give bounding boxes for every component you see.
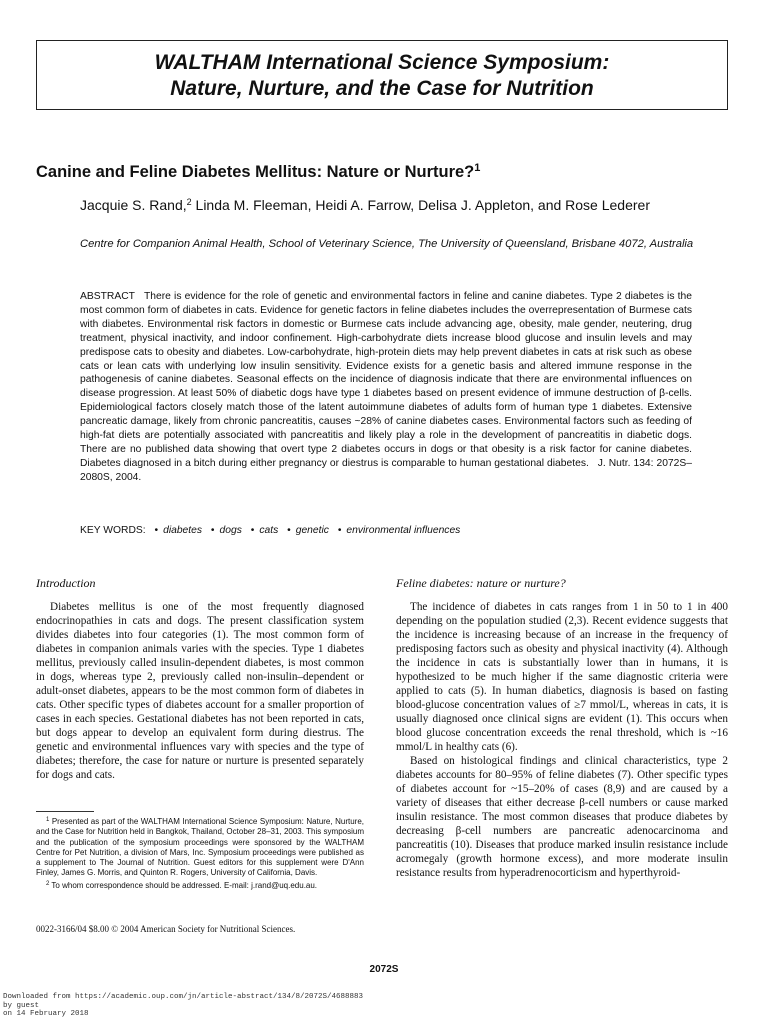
download-line-2: by guest: [3, 1001, 40, 1010]
author-list: [80, 192, 700, 215]
download-line-1: Downloaded from https://academic.oup.com/jn/article-abstract/134/8/2072S/4688883: [3, 993, 364, 1001]
footnote-2-text: To whom correspondence should be addressed. E-mail: j.rand@uq.edu.au.: [51, 880, 318, 890]
affiliation: Centre for Companion Animal Health, School of Veterinary Science, The University of Queensland, Brisbane 4072, Australia: [80, 238, 694, 250]
keyword-item: genetic: [295, 525, 329, 536]
bullet-icon: •: [287, 525, 291, 536]
keyword-item: dogs: [219, 525, 242, 536]
feline-paragraph-2: Based on histological findings and clinical characteristics, type 2 diabetes accounts for 80–95% of feline diabetes (7). Other specific types of diabetes account for ~15–20% of cases (8,9) and are caused by a variety of diseases that either decrease β-cell numbers or cause marked insulin resistance. The most common diseases that produce diabetes by decreasing β-cell numbers are pancreatic adenocarcinoma and pancreatitis (10). Diseases that produce marked insulin resistance include acromegaly (growth hormone excess), and more moderate insulin resistance results from hyperadrenocorticism and hyperthyroid-: [396, 755, 728, 879]
abstract-citation: J. Nutr. 134: 2072S–2080S, 2004.: [80, 457, 692, 483]
footnote-2: [36, 879, 364, 891]
abstract-label: ABSTRACT: [80, 291, 135, 302]
footnote-1-mark: 1: [46, 817, 50, 823]
footnote-1-text: Presented as part of the WALTHAM International Science Symposium: Nature, Nurture, and the Case for Nutrition held in Bangkok, Thailand, October 28–31, 2003. This symposium and the publication of the symposium proceedings were sponsored by the WALTHAM Centre for Pet Nutrition, a division of Mars, Inc. Symposium proceedings were published as a supplement to The Journal of Nutrition. Guest editors for this supplement were D'Ann Finley, James G. Morris, and Quinton R. Rogers, University of California, Davis.: [36, 817, 364, 878]
symposium-title-line1: WALTHAM International Science Symposium:: [154, 51, 610, 74]
download-stamp: [3, 993, 363, 1019]
bullet-icon: •: [210, 525, 215, 536]
keyword-item: environmental influences: [346, 525, 461, 536]
bullet-icon: •: [337, 525, 342, 536]
feline-heading: Feline diabetes: nature or nurture?: [396, 576, 566, 590]
author-footnote-mark: 2: [186, 197, 192, 207]
feline-paragraph-1: The incidence of diabetes in cats ranges from 1 in 50 to 1 in 400 depending on the population studied (2,3). Recent evidence suggests that the incidence is increasing because of an increase in the frequency of predisposing factors such as obesity and physical inactivity (4). Although the incidence in cats is substantially lower than in humans, it is hypothesized to be much higher if the same diagnostic criteria were applied to cats (5). In human diabetics, diagnosis is based on fasting blood-glucose concentration values of ≥7 mmol/L, whereas in cats, it is usually diagnosed once clinical signs are evident (1). This occurs when blood glucose concentration exceeds the renal threshold, which is ~16 mmol/L in healthy cats (6).: [396, 601, 728, 753]
page-number: 2072S: [369, 964, 399, 975]
authors-rest: Linda M. Fleeman, Heidi A. Farrow, Delisa J. Appleton, and Rose Lederer: [191, 197, 650, 213]
title-footnote-mark: 1: [474, 162, 481, 174]
authors-first: Jacquie S. Rand,: [80, 197, 187, 213]
introduction-paragraph: Diabetes mellitus is one of the most frequently diagnosed endocrinopathies in cats and dogs. The present classification system divides diabetes into four categories (1). The most common form of diabetes in companion animals varies with the species. Type 1 diabetes mellitus, previously called insulin-dependent diabetes, is most common in dogs, whereas type 2, previously called non-insulin–dependent or adult-onset diabetes, appears to be the most common form of diabetes in cats. Other specific types of diabetes account for a smaller proportion of cases in each species. Gestational diabetes has not been reported in cats, but dogs appear to develop an equivalent form during diestrus. The genetic and environmental influences vary with species and the type of diabetes; therefore, the case for nature or nurture is presented separately for dogs and cats.: [36, 601, 364, 781]
article-title: [36, 158, 736, 182]
download-line-3: on 14 February 2018: [3, 1010, 89, 1019]
footnote-2-mark: 2: [46, 880, 50, 887]
bullet-icon: •: [250, 525, 255, 536]
abstract: [80, 290, 692, 485]
bullet-icon: •: [154, 525, 159, 536]
footnotes: [36, 815, 364, 891]
keyword-item: cats: [259, 525, 279, 536]
issn-copyright: 0022-3166/04 $8.00 © 2004 American Society for Nutritional Sciences.: [36, 924, 296, 934]
introduction-section: [36, 576, 364, 782]
feline-section: [396, 576, 728, 880]
article-title-text: Canine and Feline Diabetes Mellitus: Nature or Nurture?: [36, 163, 475, 181]
introduction-heading: Introduction: [36, 576, 96, 590]
footnote-1: [36, 815, 364, 879]
symposium-title-line2: Nature, Nurture, and the Case for Nutrition: [170, 77, 594, 100]
key-words: [80, 524, 700, 538]
keyword-item: diabetes: [163, 525, 203, 536]
footnote-divider: [36, 811, 94, 812]
key-words-label: KEY WORDS:: [80, 525, 146, 536]
abstract-text: There is evidence for the role of genetic and environmental factors in feline and canine diabetes. Type 2 diabetes is the most common form of diabetes in cats. Evidence for genetic factors in feline diabetes includes the overrepresentation of Burmese cats with diabetes. Environmental risk factors in domestic or Burmese cats include advancing age, obesity, male gender, neutering, drug treatment, physical inactivity, and indoor confinement. High-carbohydrate diets increase blood glucose and insulin levels and may predispose cats to obesity and diabetes. Low-carbohydrate, high-protein diets may help prevent diabetes in cats at risk such as obese cats or lean cats with underlying low insulin sensitivity. Evidence exists for a genetic basis and altered immune response in the pathogenesis of canine diabetes. Seasonal effects on the incidence of diagnosis indicate that there are environmental influences on disease progression. At least 50% of diabetic dogs have type 1 diabetes based on present evidence of immune destruction of β-cells. Epidemiological factors closely match those of the latent autoimmune diabetes of adults form of human type 1 diabetes. Extensive pancreatic damage, likely from chronic pancreatitis, causes ~28% of canine diabetes cases. Environmental factors such as feeding of high-fat diets are potentially associated with pancreatitis and likely play a role in the development of pancreatitis in diabetic dogs. There are no published data showing that overt type 2 diabetes occurs in dogs or that obesity is a risk factor for canine diabetes. Diabetes diagnosed in a bitch during either pregnancy or diestrus is comparable to human gestational diabetes.: [80, 291, 692, 469]
symposium-header-box: [36, 40, 728, 110]
